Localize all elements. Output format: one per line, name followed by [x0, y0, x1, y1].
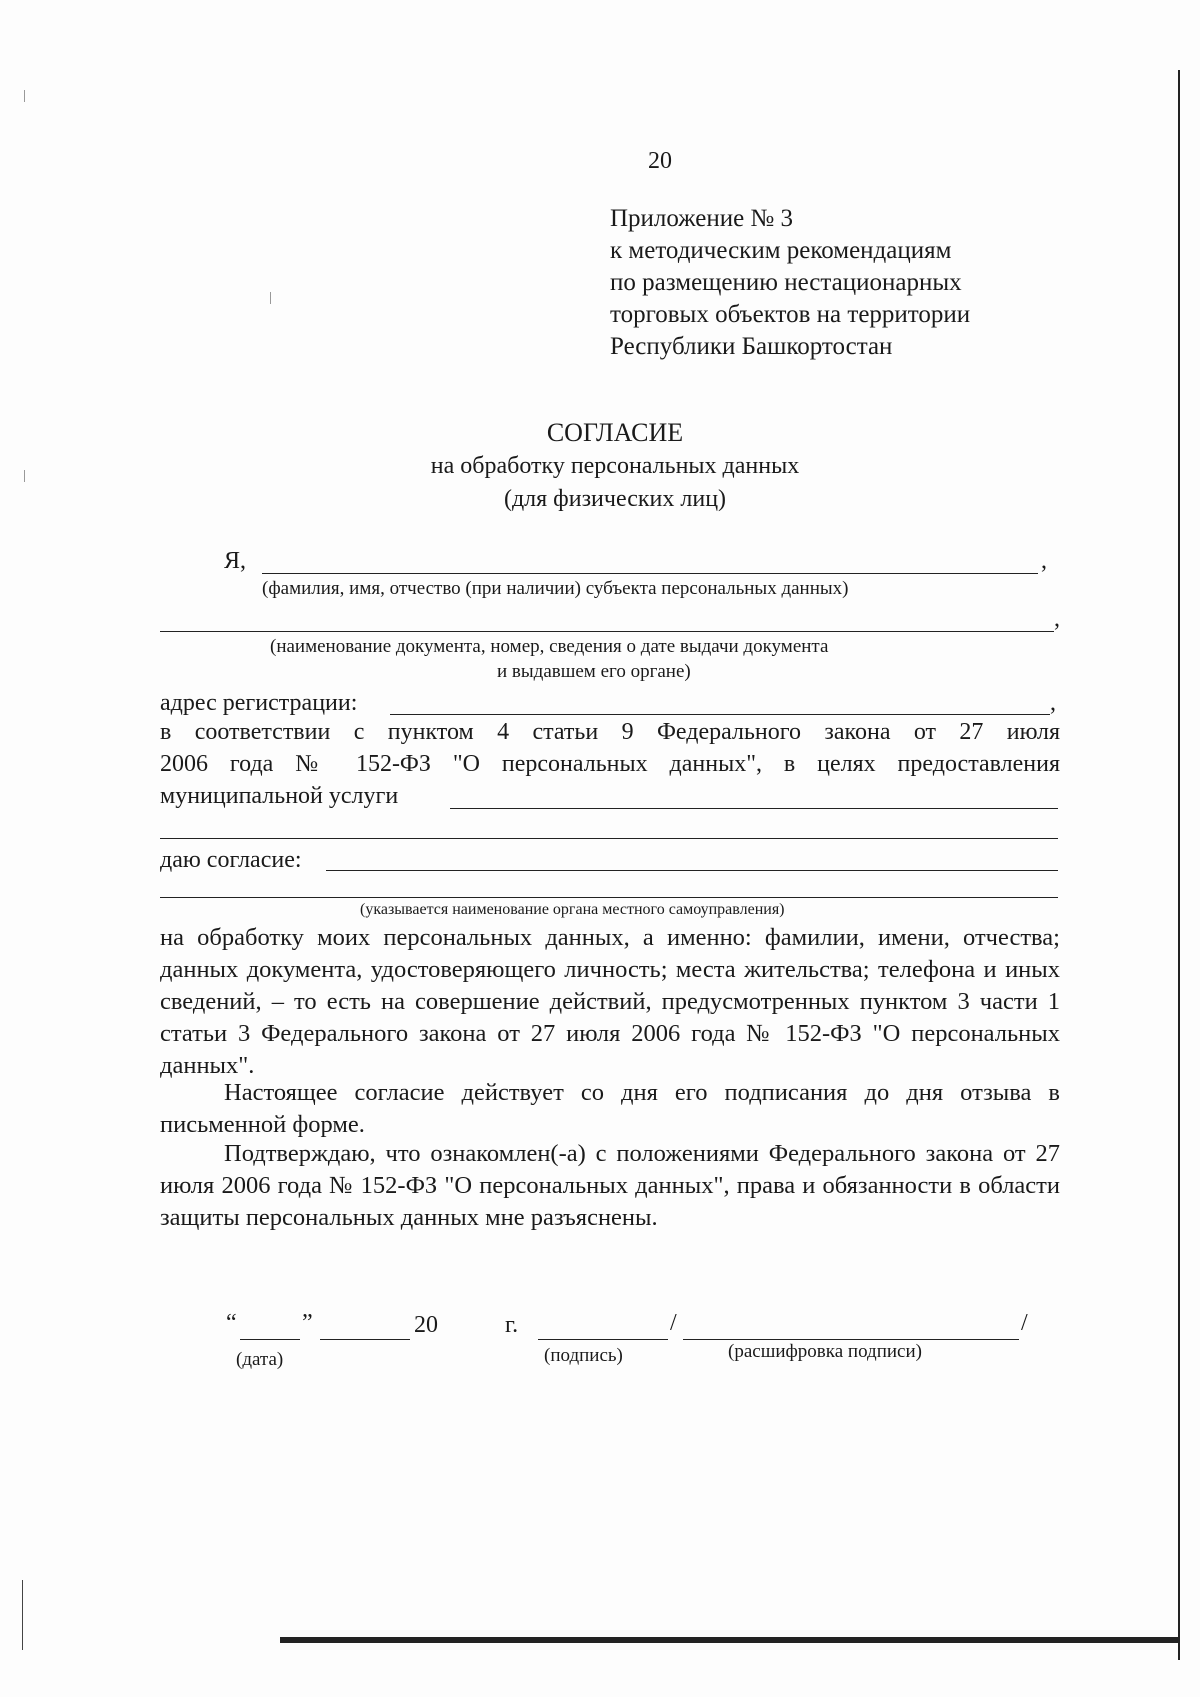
comma: , [1050, 690, 1056, 716]
address-label: адрес регистрации: [160, 690, 358, 716]
service-field-line-2[interactable] [160, 838, 1058, 839]
scan-border-left [22, 1580, 23, 1650]
consent-field-line-2[interactable] [160, 897, 1058, 898]
date-day-line[interactable] [240, 1339, 300, 1340]
scan-mark [24, 90, 25, 102]
date-open-quote: “ [226, 1310, 237, 1336]
document-title: СОГЛАСИЕ [546, 418, 684, 447]
i-label: Я, [224, 548, 247, 574]
name-field-hint: (фамилия, имя, отчество (при наличии) субъекта персональных данных) [262, 578, 849, 599]
body-paragraph-1-text: на обработку моих персональных данных, а именно: фамилии, имени, отчества; данных документа, удостоверяющего личность; места жительства; телефона и иных сведений, – то есть на совершение действий, предусмотренных пунктом 3 части 1 статьи 3 Федерального закона от 27 июля 2006 года № 152-ФЗ "О персональных данных". [160, 924, 1060, 1079]
document-field-hint-1: (наименование документа, номер, сведения о дате выдачи документа [270, 636, 829, 657]
body-paragraph-3-text: Подтверждаю, что ознакомлен(-а) с положениями Федерального закона от 27 июля 2006 года № 152-ФЗ "О персональных данных", права и обязанности в области защиты персональных данных мне разъяснены. [160, 1140, 1060, 1231]
appendix-line: Приложение № 3 [610, 205, 794, 232]
date-close-quote: ” [302, 1310, 313, 1336]
service-label: муниципальной услуги [160, 783, 399, 809]
slash: / [670, 1310, 677, 1336]
appendix-line: Республики Башкортостан [610, 333, 893, 360]
scan-mark [270, 292, 271, 304]
comma: , [1054, 606, 1060, 632]
body-paragraph-1 [160, 922, 1060, 1082]
accordance-line-1: в соответствии с пунктом 4 статьи 9 Федерального закона от 27 июля [160, 719, 1060, 745]
scan-border-right [1178, 70, 1180, 1660]
subtitle-line: (для физических лиц) [503, 486, 727, 512]
service-field-line[interactable] [450, 808, 1058, 809]
year-suffix: г. [505, 1312, 519, 1338]
slash: / [1021, 1310, 1028, 1336]
consent-field-line[interactable] [326, 870, 1058, 871]
year-prefix: 20 [414, 1312, 438, 1338]
date-label: (дата) [236, 1349, 284, 1370]
appendix-line: по размещению нестационарных [610, 269, 962, 296]
comma: , [1041, 548, 1047, 574]
body-paragraph-2-text: Настоящее согласие действует со дня его подписания до дня отзыва в письменной форме. [160, 1079, 1060, 1138]
consent-label: даю согласие: [160, 847, 302, 873]
signature-line[interactable] [538, 1339, 668, 1340]
document-field-line[interactable] [160, 631, 1054, 632]
scan-border-bottom [280, 1637, 1178, 1643]
address-field-line[interactable] [390, 714, 1050, 715]
body-paragraph-2 [160, 1077, 1060, 1141]
organ-hint: (указывается наименование органа местного самоуправления) [360, 901, 785, 918]
name-field-line[interactable] [262, 573, 1038, 574]
document-field-hint-2: и выдавшем его органе) [497, 661, 691, 682]
signature-label: (подпись) [544, 1345, 623, 1366]
accordance-line-2: 2006 года № 152-ФЗ "О персональных данных", в целях предоставления [160, 751, 1060, 777]
appendix-line: торговых объектов на территории [610, 301, 971, 328]
body-paragraph-3 [160, 1138, 1060, 1234]
subtitle-line: на обработку персональных данных [430, 453, 800, 479]
appendix-block [610, 203, 970, 363]
signature-decode-label: (расшифровка подписи) [728, 1341, 922, 1362]
document-subtitle [0, 450, 1200, 516]
appendix-line: к методическим рекомендациям [610, 237, 952, 264]
signature-decode-line[interactable] [683, 1339, 1019, 1340]
date-month-line[interactable] [320, 1339, 410, 1340]
page-number: 20 [648, 148, 672, 174]
scan-mark [24, 470, 25, 482]
